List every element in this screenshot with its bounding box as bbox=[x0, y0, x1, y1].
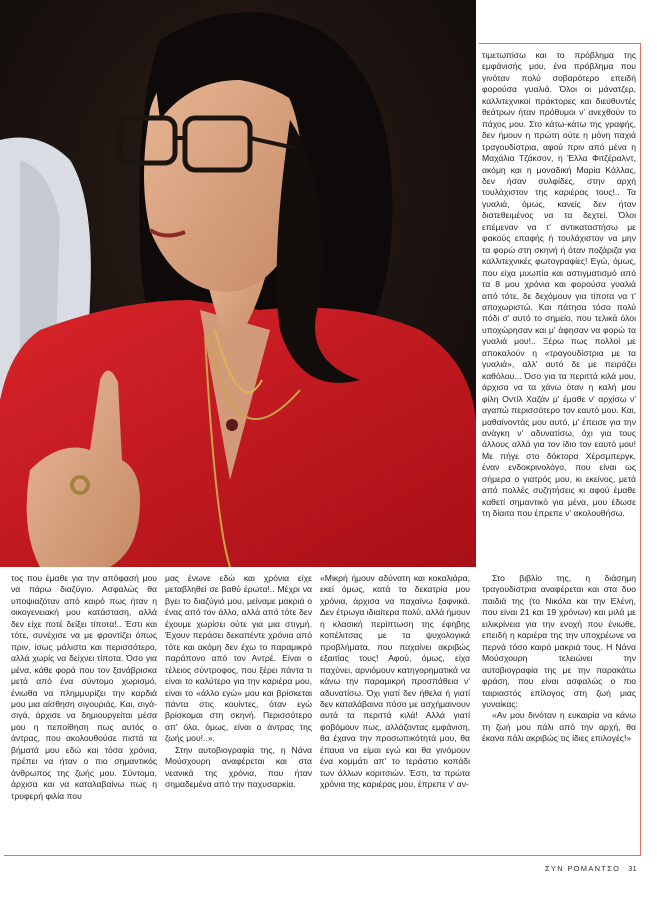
accent-rule-bottom bbox=[4, 855, 641, 856]
paragraph: τιμετωπίσω και το πρόβλημα της εμφάνισής μου, ένα πρόβλημα που γινόταν πολύ σοβαρότερο επειδή φορούσα γυαλιά. Όλοι οι μάνατζερ, καλλιτεχνικοί πράκτορες και διευθυντές θεάτρων ήταν πρόθυμοι ν' ανεχθούν το πάχος μου. Στο κάτω-κάτω της γραφής, δεν ήμουν η πρώτη ούτε η μόνη παχιά τραγουδίστρια, αφού πριν από μένα η Μαχάλια Τζάκσον, η Έλλα Φιτζέραλντ, ακόμη και η μοναδική Μαρία Κάλλας, δεν ήσαν συλφίδες, στην αρχή τουλάχιστον της καριέρας τους!.. Τα γυαλιά, όμως, κανείς δεν ήταν διατεθειμένος να τα δεχτεί. Όλοι επέμεναν να τ' αντικαταστήσω με φακούς επαφής ή τουλάχιστον να μην τα φορώ στη σκηνή ή όταν ποζάριζα για καλλιτεχνικές φωτογραφίες! Εγώ, όμως, που είχα μυωπία και αστιγματισμό από τα 8 μου χρόνια και φορούσα γυαλιά από τότε, δε δεχόμουν για τίποτα να τ' αποχωριστώ. Και πάτησα τόσο πολύ πόδι σ' αυτό το σημείο, που τελικά όλοι υποχώρησαν και μ' άφησαν να φορώ τα γυαλιά μου!.. Ξέρω πως πολλοί με αποκαλούν η «τραγουδίστρια με τα γυαλιά», αλλ' αυτό δε με πειράζει καθόλου... Όσο για τα περιττά κιλά μου, άρχισα να τα χάνω όταν η καλή μου φίλη Οντίλ Χαζάν μ' έμαθε ν' αρχίσω ν' αγαπώ περισσότερο τον εαυτό μου. Και, μαθαίνοντάς μου αυτό, μ' έπεισε για την ανάγκη ν' αδυνατίσω, όχι για τους άλλους αλλά για τον ίδιο τον εαυτό μου! Με πήγε στο δόκτορα Χέρσμπεργκ, έναν ενδοκρινολόγο, που είναι ως σήμερα ο γιατρός μου, κι εκείνος, μετά από πολλές συζητήσεις κι αφού έμαθε καθετί σημαντικό για μένα, μου έδωσε τη δίαιτα που έπρεπε ν' ακολουθήσω. bbox=[482, 50, 636, 519]
accent-rule-top bbox=[479, 43, 640, 44]
paragraph: «Μικρή ήμουν αδύνατη και κοκαλιάρα, εκεί όμως, κατά τα δεκατρία μου χρόνια, άρχισα να παχαίνω ξαφνικά. Δεν έτρωγα ιδιαίτερα πολύ, αλλά ήμουν η κλασική περίπτωση της έφηβης κοπέλιτσας με τα ψυχολογικά προβλήματα, που παχαίνει ακριβώς εξαιτίας τους! Αφού, όμως, είχα παχύνει, αρνιόμουν κατηγορηματικά να κάνω την παραμικρή προσπάθεια ν' αδυνατίσω. Όχι γιατί δεν ήθελα ή γιατί δεν καταλάβαινα πόσο με ασχήμαινουν αυτά τα περιττά κιλά! Αλλά γιατί φοβόμουν πως, αλλάζοντας εμφάνιση, θα έχανα την προσωπικότητά μου, θα έπαυα να είμαι εγώ και θα γινόμουν ένα κομμάτι απ' το τεράστιο κοπάδι των άλλων κοριτσιών. Έστι, τα πρώτα χρόνια της καριέρας μου, έπρεπε ν' αν- bbox=[320, 573, 470, 790]
paragraph: «Αν μου δινόταν η ευκαιρία να κάνω τη ζωή μου πάλι από την αρχή, θα έκανα πάλι ακριβώς τις ίδιες επιλογές!» bbox=[482, 710, 636, 744]
paragraph: Στο βιβλίο της, η διάσημη τραγουδίστρια αναφέρεται και στα δυο παιδιά της (το Νικόλα και την Ελένη, που είναι 21 και 19 χρόνων) και μιλά με ειλικρίνεια για την ενοχή που ένιωθε, επειδή η καριέρα της την υποχρέωνε να περνά τόσο καιρό μακριά τους. Η Νάνα Μούσχουρη τελειώνει την αυτοβιογραφία της με την παρακάτω φράση, που είναι ασφαλώς ο πιο ταιριαστός επίλογος στη ζωή μιας γυναίκας: bbox=[482, 573, 636, 709]
magazine-name: ΣΥΝ ΡΟΜΑΝΤΣΟ bbox=[545, 864, 621, 873]
article-column-1 bbox=[11, 573, 157, 802]
article-column-3 bbox=[320, 573, 470, 791]
article-column-right bbox=[482, 50, 636, 520]
page-footer bbox=[545, 864, 637, 873]
page-number: 31 bbox=[628, 864, 637, 873]
article-column-4 bbox=[482, 573, 636, 745]
paragraph: τος που έμαθε για την απόφασή μου να πάρω διαζύγιο. Ασφαλώς θα υποψιαζόταν από καιρό πως ήταν η οικογενειακή μου κατάσταση, αλλά δεν είχε ποτέ δείξει τίποτα!.. Έστι και τότε, συνέχισε να με φροντίζει όπως πριν, ίσως μάλιστα και περισσότερο, αλλά χωρίς να δείχνει τίποτα. Όσο για μένα, κάθε φορά που τον ξανάβρισκα μετά από ένα σύντομο χωρισμό, ένιωθα να πλημμυρίζει την καρδιά μου μια αίσθηση σιγουριάς. Και, σιγά-σιγά, άρχισε να δημιουργείται μέσα μου η πεποίθηση πως αυτός ο άντρας, που ακολουθούσε πιστά τα βήματά μου εδώ και τόσα χρόνια, πρέπει να ήταν ο πιο σημαντικός άνθρωπος της ζωής μου. Σύντομα, άρχισα και να καταλαβαίνω πως η τρυφερή φιλία που bbox=[11, 573, 157, 801]
article-column-2 bbox=[165, 573, 312, 791]
portrait-photo bbox=[0, 0, 476, 567]
accent-rule-right bbox=[640, 43, 641, 855]
paragraph: μας ένωνε εδώ και χρόνια είχε μεταβληθεί σε βαθύ έρωτα!.. Μέχρι να βγει το διαζύγιό μου, μείναμε μακριά ο ένας από τον άλλο, αλλά από τότε δεν έχουμε χωρίσει ούτε για μια στιγμή. Έχουν περάσει δεκαπέντε χρόνια από τότε και ακόμη δεν έχω το παραμικρό παράπονο από τον Αντρέ. Είναι ο τέλειος σύντροφος, που ξέρει πάντα τι είναι το καλύτερο για την καριέρα μου, είναι το «άλλο εγώ» μου και βρίσκεται πάντα στις κουίντες, όταν εγώ βρίσκομαι στη σκηνή. Περισσότερο απ' όλα, όμως, είναι ο άντρας της ζωής μου!..». bbox=[165, 573, 312, 744]
paragraph: Στην αυτοβιογραφία της, η Νάνα Μούσχουρη αναφέρεται και στα νεανικά της χρόνια, που ήταν σημαδεμένα από την παχυσαρκία. bbox=[165, 744, 312, 790]
portrait-illustration bbox=[0, 0, 476, 567]
